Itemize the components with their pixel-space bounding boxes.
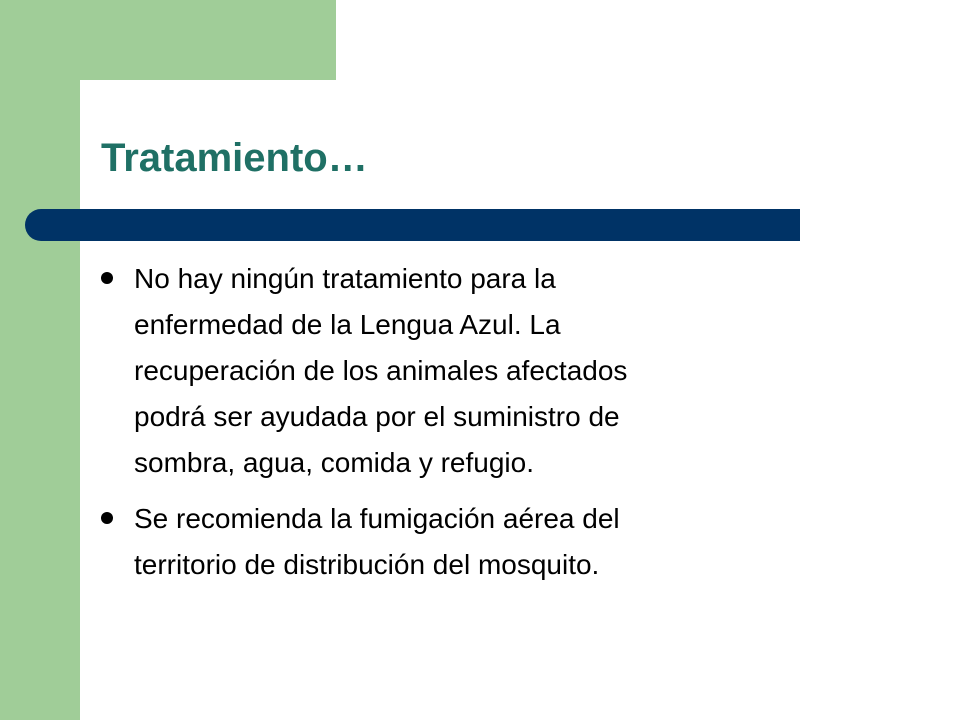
bullet-list (101, 256, 801, 598)
green-band-top (0, 0, 336, 80)
bullet-dot-icon (101, 272, 113, 284)
title-divider-bar (25, 209, 800, 241)
bullet-line: recuperación de los animales afectados (134, 355, 628, 386)
bullet-item (101, 496, 801, 588)
bullet-line: enfermedad de la Lengua Azul. La (134, 309, 561, 340)
bullet-dot-icon (101, 512, 113, 524)
bullet-item (101, 256, 801, 486)
bullet-line: territorio de distribución del mosquito. (134, 549, 600, 580)
bullet-line: podrá ser ayudada por el suministro de (134, 401, 620, 432)
slide-title: Tratamiento… (101, 136, 368, 180)
bullet-line: sombra, agua, comida y refugio. (134, 447, 534, 478)
bullet-line: Se recomienda la fumigación aérea del (134, 503, 620, 534)
bullet-line: No hay ningún tratamiento para la (134, 263, 556, 294)
green-band-left (0, 0, 80, 720)
